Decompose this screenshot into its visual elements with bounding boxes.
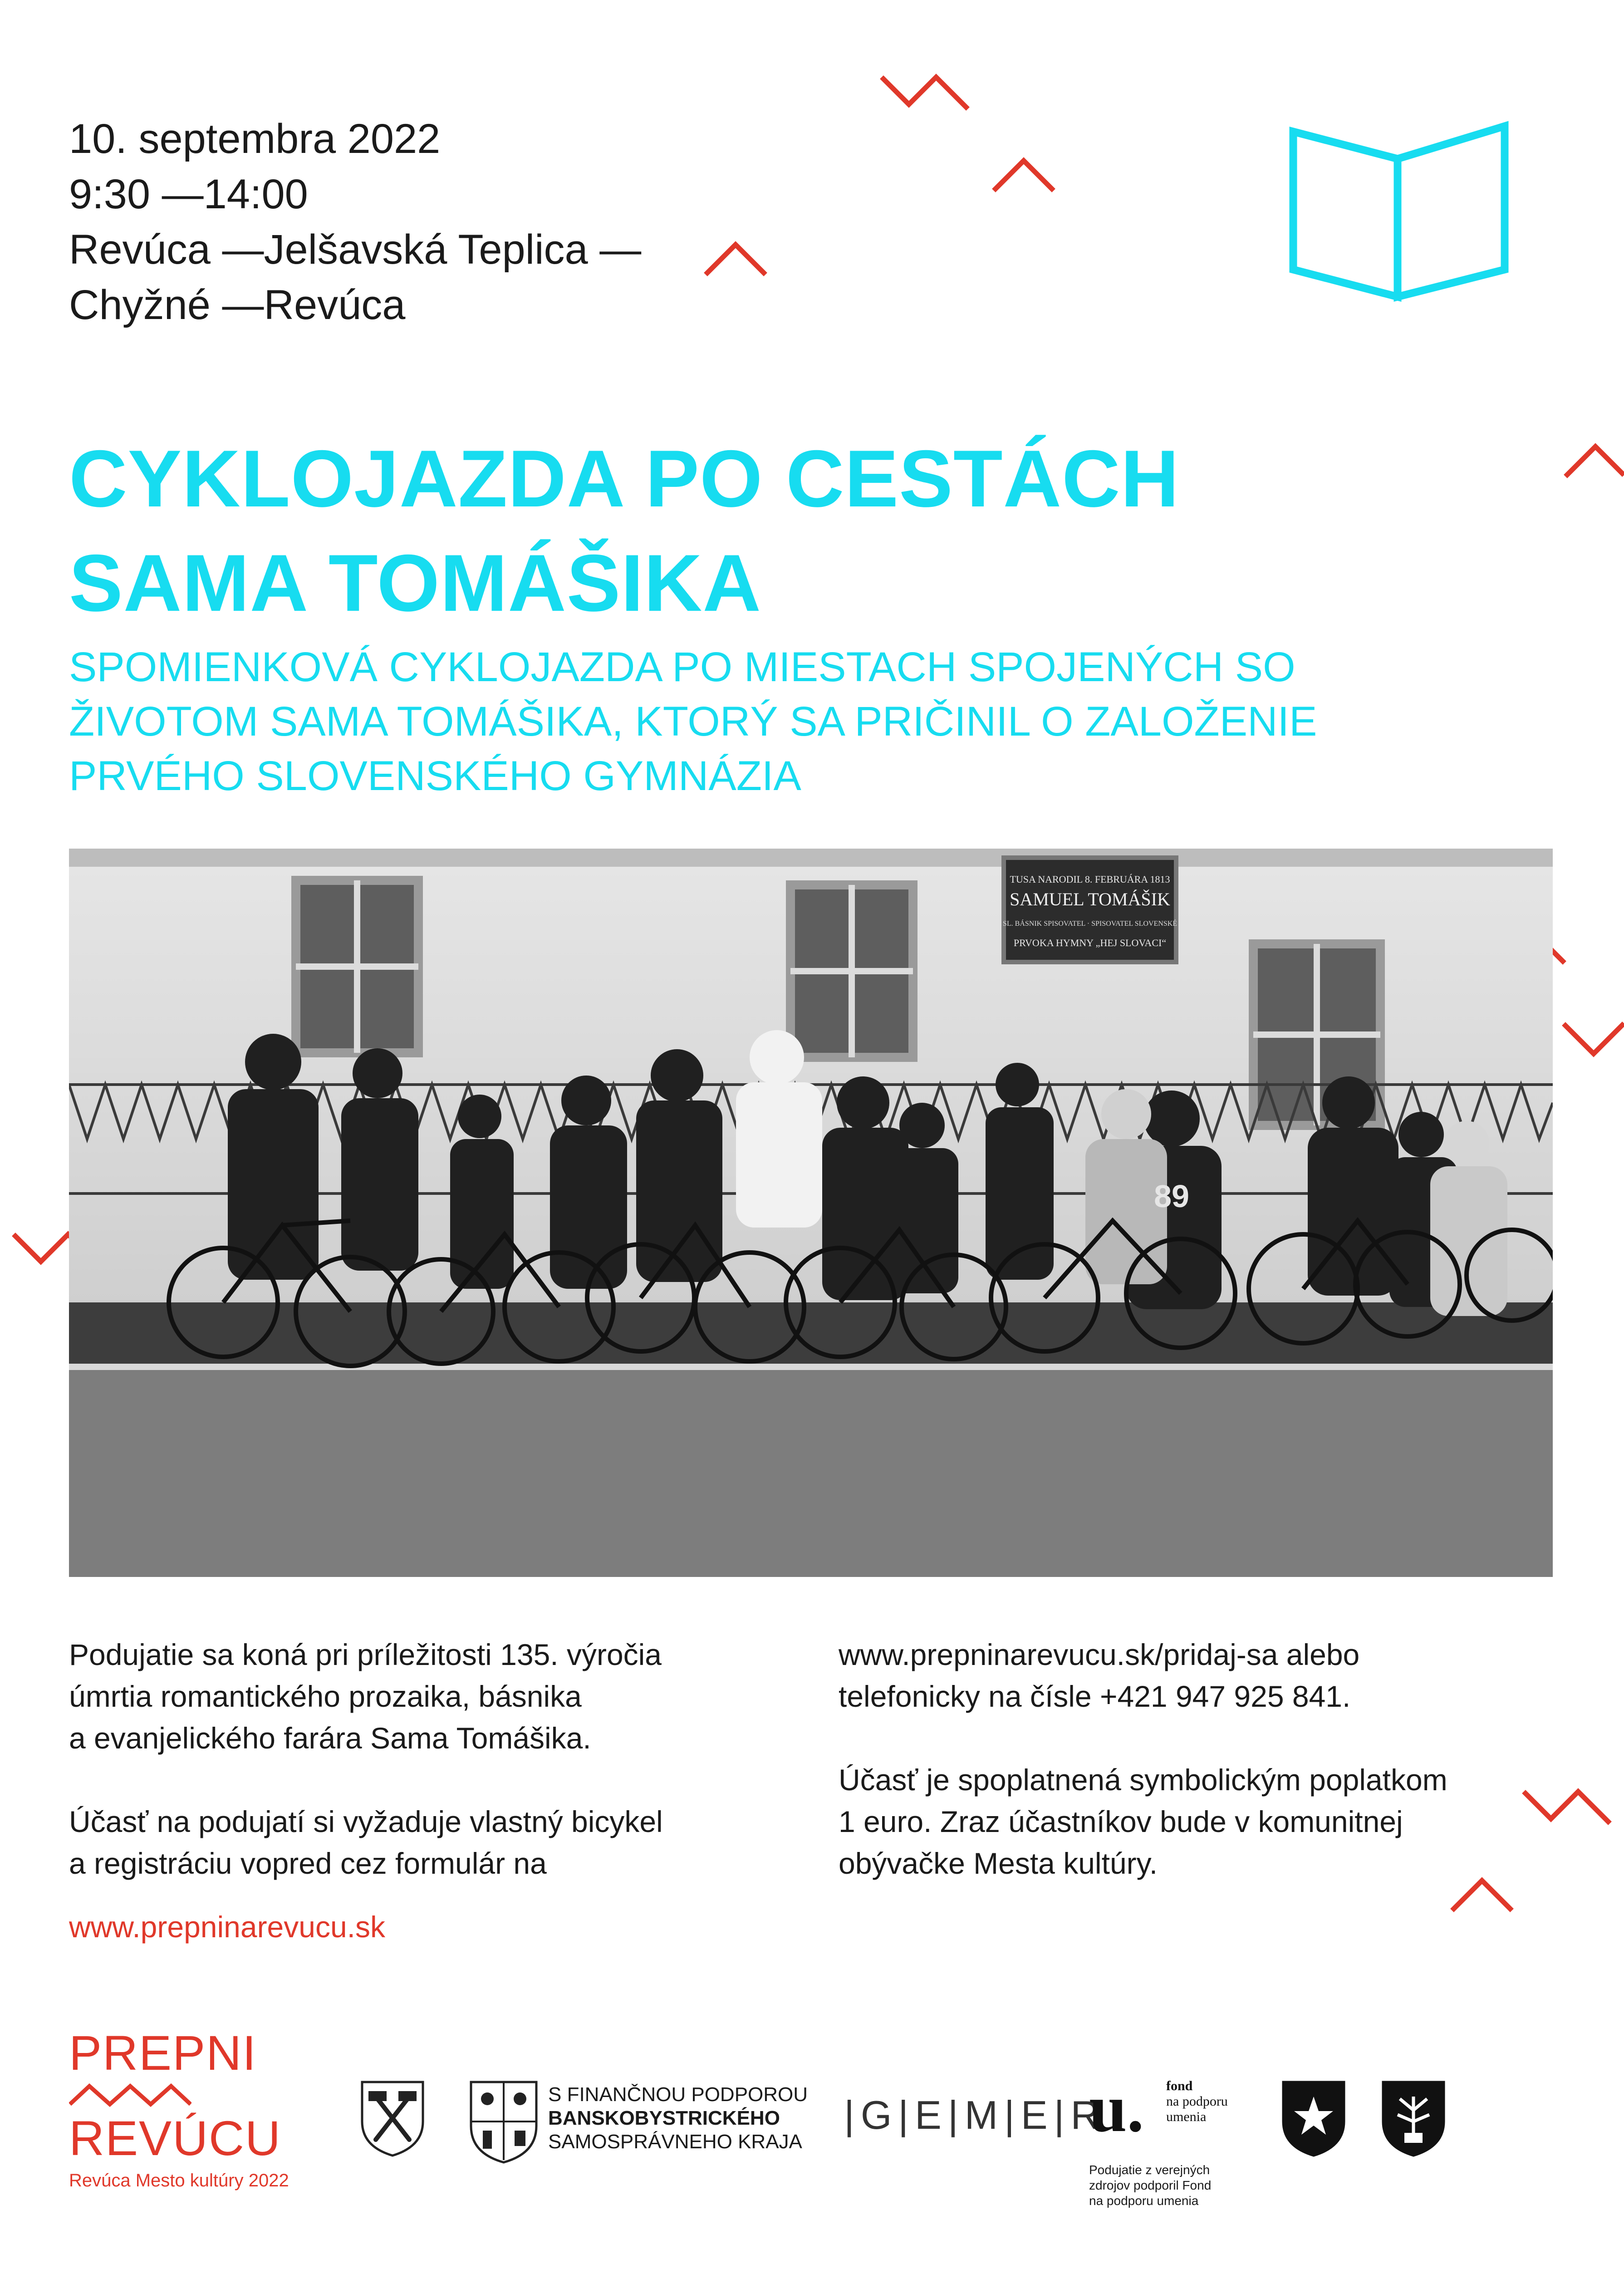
page-subtitle <box>69 640 1317 803</box>
website-link[interactable]: www.prepninarevucu.sk <box>69 1910 385 1944</box>
chevron-up-icon <box>1452 1881 1512 1910</box>
bbsk-support-text <box>548 2083 808 2154</box>
zigzag-icon <box>69 2082 191 2109</box>
text-line: a evanjelického farára Sama Tomášika. <box>69 1721 591 1755</box>
svg-text:SAMUEL TOMÁŠIK: SAMUEL TOMÁŠIK <box>1010 889 1170 909</box>
text-line: fond <box>1166 2078 1193 2093</box>
svg-text:TUSA NARODIL 8. FEBRUÁRA 1813: TUSA NARODIL 8. FEBRUÁRA 1813 <box>1010 874 1170 885</box>
jelsavska-teplica-coat-of-arms-icon <box>1280 2078 1348 2158</box>
text-line <box>69 1759 663 1801</box>
logo-word: PREPNI <box>69 2025 257 2080</box>
subtitle-line: PRVÉHO SLOVENSKÉHO GYMNÁZIA <box>69 753 801 799</box>
text-line: umenia <box>1166 2109 1207 2124</box>
chevron-up-icon <box>994 161 1054 191</box>
title-line: CYKLOJAZDA PO CESTÁCH <box>69 433 1180 524</box>
fond-logo-name <box>1166 2078 1228 2125</box>
page-title <box>69 427 1179 635</box>
text-line: telefonicky na čísle +421 947 925 841. <box>839 1680 1351 1713</box>
text-line: zdrojov podporil Fond <box>1089 2178 1212 2192</box>
text-line <box>839 1717 1447 1759</box>
text-line: S FINANČNOU PODPOROU <box>548 2083 808 2106</box>
gemer-logo: |G|E|M|E|R <box>844 2092 1106 2137</box>
chevron-down-icon <box>882 77 968 109</box>
text-line: na podporu <box>1166 2094 1228 2109</box>
subtitle-line: ŽIVOTOM SAMA TOMÁŠIKA, KTORÝ SA PRIČINIL O ZALOŽENIE <box>69 698 1317 745</box>
description-column-1 <box>69 1634 663 1884</box>
prepni-revucu-logo <box>69 2026 289 2191</box>
text-line: Podujatie z verejných <box>1089 2163 1210 2177</box>
text-line: obývačke Mesta kultúry. <box>839 1847 1158 1880</box>
event-route-line2: Chyžné —Revúca <box>69 282 406 328</box>
fond-support-note <box>1089 2162 1211 2209</box>
bbsk-coat-of-arms-icon <box>467 2078 540 2165</box>
chevron-down-icon <box>1524 1792 1610 1823</box>
text-line: na podporu umenia <box>1089 2194 1199 2208</box>
group-photo-illustration <box>69 849 1553 1577</box>
description-column-2 <box>839 1634 1447 1884</box>
text-line: a registráciu vopred cez formulár na <box>69 1847 547 1880</box>
svg-text:SL. BÁSNIK SPISOVATEL · SPISOV: SL. BÁSNIK SPISOVATEL · SPISOVATEL SLOVENSKÉ <box>1002 920 1178 928</box>
logo-tagline: Revúca Mesto kultúry 2022 <box>69 2171 289 2190</box>
chyzne-coat-of-arms-icon <box>1379 2078 1447 2158</box>
svg-text:89: 89 <box>1154 1179 1189 1214</box>
revuca-coat-of-arms-icon <box>358 2078 427 2158</box>
event-date: 10. septembra 2022 <box>69 116 441 162</box>
subtitle-line: SPOMIENKOVÁ CYKLOJAZDA PO MIESTACH SPOJENÝCH SO <box>69 644 1295 690</box>
text-line: Účasť je spoplatnená symbolickým poplatkom <box>839 1763 1447 1797</box>
svg-text:PRVOKA HYMNY „HEJ SLOVACI“: PRVOKA HYMNY „HEJ SLOVACI“ <box>1013 937 1167 948</box>
chevron-up-icon <box>706 245 765 275</box>
event-time: 9:30 —14:00 <box>69 171 308 217</box>
text-line: SAMOSPRÁVNEHO KRAJA <box>548 2131 802 2153</box>
memorial-plaque <box>1003 858 1177 962</box>
text-line: BANSKOBYSTRICKÉHO <box>548 2107 780 2129</box>
text-line: úmrtia romantického prozaika, básnika <box>69 1680 582 1713</box>
chevron-down-icon <box>1564 1023 1624 1054</box>
text-line: www.prepninarevucu.sk/pridaj-sa alebo <box>839 1638 1360 1671</box>
chevron-up-icon <box>1565 447 1624 476</box>
group-photo <box>69 849 1553 1577</box>
text-line: Podujatie sa koná pri príležitosti 135. výročia <box>69 1638 662 1671</box>
title-line: SAMA TOMÁŠIKA <box>69 538 761 628</box>
logo-word: REVÚCU <box>69 2111 282 2166</box>
text-line: Účasť na podujatí si vyžaduje vlastný bicykel <box>69 1805 663 1838</box>
event-route-line1: Revúca —Jelšavská Teplica — <box>69 226 642 273</box>
book-icon <box>1288 119 1510 305</box>
text-line: 1 euro. Zraz účastníkov bude v komunitnej <box>839 1805 1403 1838</box>
fond-logo-mark: u. <box>1089 2071 1144 2146</box>
